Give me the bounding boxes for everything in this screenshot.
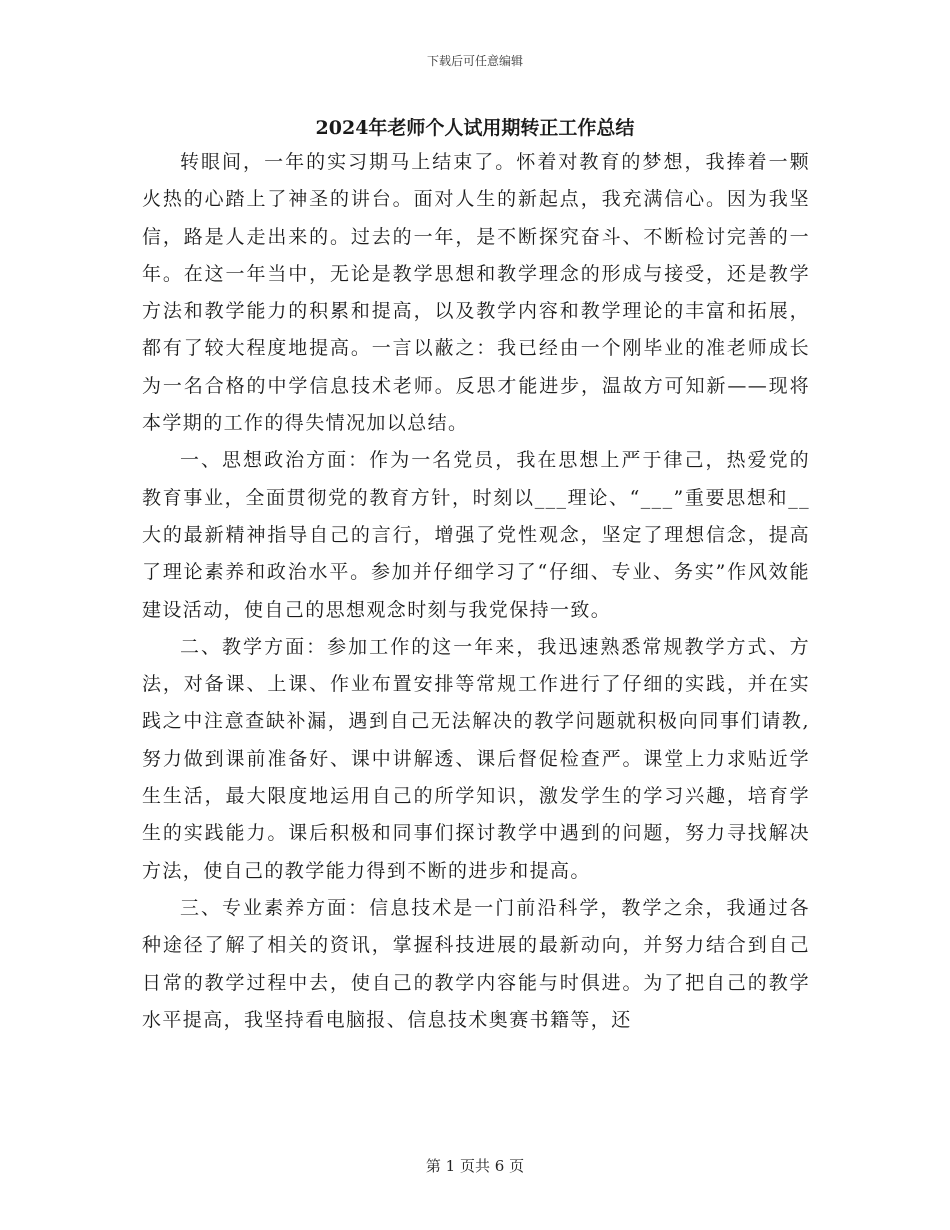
document-title: 2024年老师个人试用期转正工作总结 [315, 117, 635, 139]
paragraph-intro: 转眼间，一年的实习期马上结束了。怀着对教育的梦想，我捧着一颗火热的心踏上了神圣的讲台。面对人生的新起点，我充满信心。因为我坚信，路是人走出来的。过去的一年，是不断探究奋斗、不断检讨完善的一年。在这一年当中，无论是教学思想和教学理念的形成与接受，还是教学方法和教学能力的积累和提高，以及教学内容和教学理论的丰富和拓展，都有了较大程度地提高。一言以蔽之：我已经由一个刚毕业的准老师成长为一名合格的中学信息技术老师。反思才能进步，温故方可知新——现将本学期的工作的得失情况加以总结。 [142, 151, 810, 435]
document-body [142, 144, 810, 1039]
paragraph-professional: 三、专业素养方面：信息技术是一门前沿科学，教学之余，我通过各种途径了解了相关的资讯，掌握科技进展的最新动向，并努力结合到自己日常的教学过程中去，使自己的教学内容能与时俱进。为了把自己的教学水平提高，我坚持看电脑报、信息技术奥赛书籍等，还 [142, 896, 810, 1031]
paragraph-political: 一、思想政治方面：作为一名党员，我在思想上严于律己，热爱党的教育事业，全面贯彻党的教育方针，时刻以___理论、“___”重要思想和__大的最新精神指导自己的言行，增强了党性观念，坚定了理想信念，提高了理论素养和政治水平。参加并仔细学习了“仔细、专业、务实”作风效能建设活动，使自己的思想观念时刻与我党保持一致。 [142, 449, 810, 621]
page-header-note: 下载后可任意编辑 [426, 54, 523, 68]
page-number: 第 1 页共 6 页 [425, 1157, 525, 1175]
paragraph-teaching: 二、教学方面：参加工作的这一年来，我迅速熟悉常规教学方式、方法，对备课、上课、作业布置安排等常规工作进行了仔细的实践，并在实践之中注意查缺补漏，遇到自己无法解决的教学问题就积极向同事们请教,努力做到课前准备好、课中讲解透、课后督促检查严。课堂上力求贴近学生生活，最大限度地运用自己的所学知识，激发学生的学习兴趣，培育学生的实践能力。课后积极和同事们探讨教学中遇到的问题，努力寻找解决方法，使自己的教学能力得到不断的进步和提高。 [142, 635, 810, 882]
